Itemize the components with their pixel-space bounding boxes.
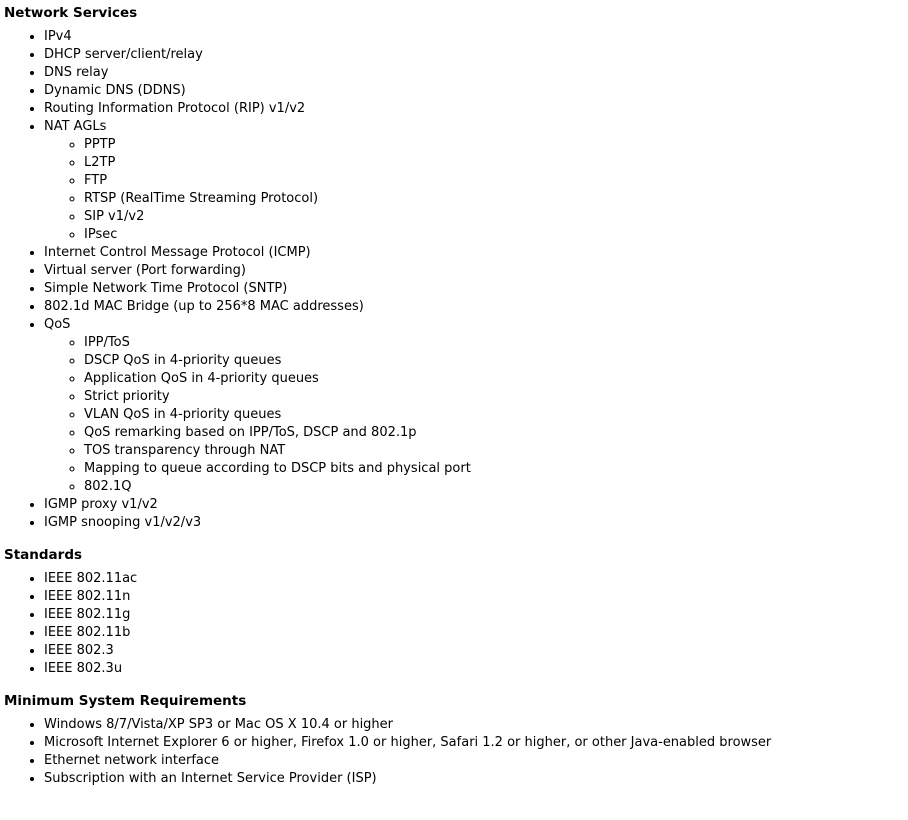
feature-list: [4, 570, 908, 678]
sub-list-item-label: IPsec: [84, 227, 118, 242]
sub-list-item-label: PPTP: [84, 137, 116, 152]
list-item: [44, 770, 908, 788]
list-item: [44, 716, 908, 734]
sub-list-item-label: SIP v1/v2: [84, 209, 145, 224]
sub-feature-list: [44, 334, 908, 496]
spec-section: [4, 692, 908, 788]
list-item: [44, 298, 908, 316]
list-item: [44, 316, 908, 496]
list-item: [44, 118, 908, 244]
section-heading: Network Services: [4, 5, 138, 21]
list-item: [44, 280, 908, 298]
list-item: [44, 82, 908, 100]
list-item: [44, 642, 908, 660]
list-item-label: Dynamic DNS (DDNS): [44, 83, 186, 98]
list-item-label: Subscription with an Internet Service Provider (ISP): [44, 771, 377, 786]
list-item: [44, 496, 908, 514]
sub-list-item: [84, 478, 908, 496]
sub-list-item: [84, 352, 908, 370]
sub-list-item: [84, 424, 908, 442]
sub-list-item-label: DSCP QoS in 4-priority queues: [84, 353, 282, 368]
sub-list-item-label: FTP: [84, 173, 108, 188]
list-item-label: IEEE 802.3u: [44, 661, 123, 676]
section-heading: Standards: [4, 547, 83, 563]
sub-list-item: [84, 442, 908, 460]
sub-list-item-label: Mapping to queue according to DSCP bits and physical port: [84, 461, 471, 476]
list-item: [44, 46, 908, 64]
sub-list-item-label: Strict priority: [84, 389, 170, 404]
list-item-label: IEEE 802.11b: [44, 625, 131, 640]
sub-list-item-label: IPP/ToS: [84, 335, 130, 350]
list-item-label: Simple Network Time Protocol (SNTP): [44, 281, 288, 296]
sub-list-item: [84, 154, 908, 172]
sub-list-item-label: VLAN QoS in 4-priority queues: [84, 407, 282, 422]
sub-list-item-label: TOS transparency through NAT: [84, 443, 286, 458]
list-item-label: IPv4: [44, 29, 72, 44]
sub-list-item: [84, 226, 908, 244]
list-item: [44, 28, 908, 46]
list-item-label: IEEE 802.11ac: [44, 571, 138, 586]
list-item-label: IEEE 802.3: [44, 643, 114, 658]
list-item-label: IGMP snooping v1/v2/v3: [44, 515, 202, 530]
list-item-label: DHCP server/client/relay: [44, 47, 203, 62]
list-item-label: Routing Information Protocol (RIP) v1/v2: [44, 101, 306, 116]
list-item: [44, 570, 908, 588]
sub-list-item: [84, 334, 908, 352]
list-item-label: DNS relay: [44, 65, 109, 80]
spec-section: [4, 4, 908, 532]
feature-list: [4, 28, 908, 532]
list-item: [44, 64, 908, 82]
list-item: [44, 262, 908, 280]
list-item-label: IGMP proxy v1/v2: [44, 497, 158, 512]
list-item-label: 802.1d MAC Bridge (up to 256*8 MAC addresses): [44, 299, 364, 314]
list-item-label: Internet Control Message Protocol (ICMP): [44, 245, 311, 260]
list-item: [44, 244, 908, 262]
sub-list-item-label: 802.1Q: [84, 479, 132, 494]
list-item: [44, 588, 908, 606]
list-item: [44, 624, 908, 642]
list-item: [44, 514, 908, 532]
sub-list-item: [84, 406, 908, 424]
list-item: [44, 606, 908, 624]
sub-feature-list: [44, 136, 908, 244]
list-item-label: NAT AGLs: [44, 119, 107, 134]
list-item: [44, 734, 908, 752]
list-item: [44, 100, 908, 118]
spec-section: [4, 546, 908, 678]
sub-list-item: [84, 388, 908, 406]
list-item-label: IEEE 802.11n: [44, 589, 131, 604]
section-heading: Minimum System Requirements: [4, 693, 247, 709]
list-item-label: Microsoft Internet Explorer 6 or higher, Firefox 1.0 or higher, Safari 1.2 or higher, or other Java-enabled browser: [44, 735, 772, 750]
sub-list-item-label: RTSP (RealTime Streaming Protocol): [84, 191, 319, 206]
list-item-label: Ethernet network interface: [44, 753, 220, 768]
sub-list-item: [84, 370, 908, 388]
sub-list-item: [84, 136, 908, 154]
list-item: [44, 752, 908, 770]
list-item-label: QoS: [44, 317, 71, 332]
sub-list-item: [84, 172, 908, 190]
feature-list: [4, 716, 908, 788]
list-item: [44, 660, 908, 678]
sub-list-item: [84, 190, 908, 208]
list-item-label: IEEE 802.11g: [44, 607, 131, 622]
list-item-label: Virtual server (Port forwarding): [44, 263, 246, 278]
sub-list-item: [84, 460, 908, 478]
sub-list-item-label: QoS remarking based on IPP/ToS, DSCP and 802.1p: [84, 425, 417, 440]
sub-list-item-label: L2TP: [84, 155, 116, 170]
sub-list-item: [84, 208, 908, 226]
sections-container: [4, 4, 908, 788]
sub-list-item-label: Application QoS in 4-priority queues: [84, 371, 319, 386]
list-item-label: Windows 8/7/Vista/XP SP3 or Mac OS X 10.4 or higher: [44, 717, 394, 732]
